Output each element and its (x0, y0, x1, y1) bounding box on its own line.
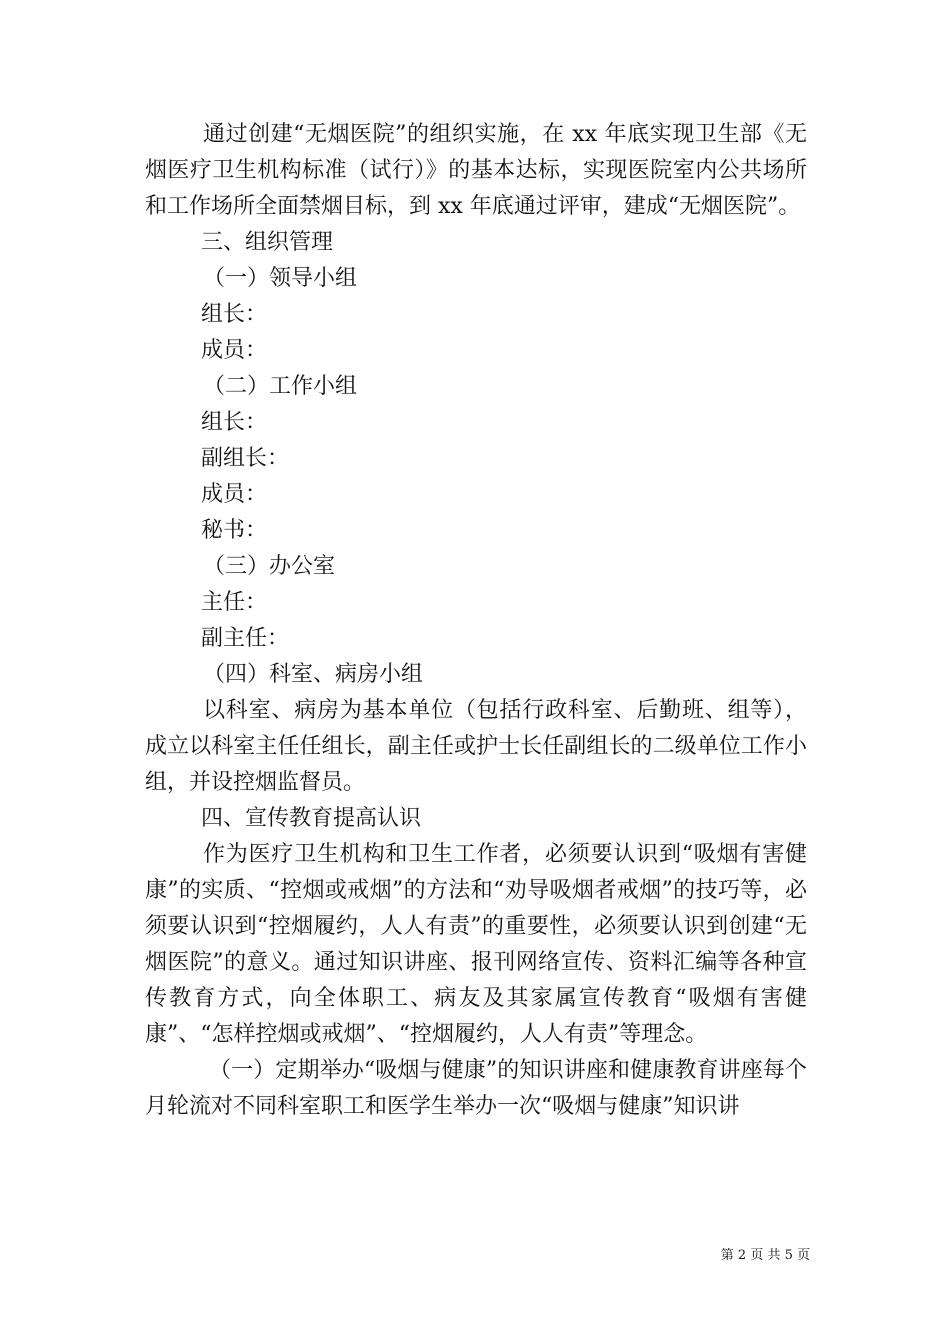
section-heading-education: 四、宣传教育提高认识 (201, 806, 422, 831)
paragraph-education: 作为医疗卫生机构和卫生工作者，必须要认识到“吸烟有害健康”的实质、“控烟或戒烟”的方法和“劝导吸烟者戒烟”的技巧等，必须要认识到“控烟履约，人人有责”的重要性，必须要认识到创建“无烟医院”的意义。通过知识讲座、报刊网络宣传、资料汇编等各种宣传教育方式，向全体职工、病友及其家属宣传教育“吸烟有害健康”、“怎样控烟或戒烟”、“控烟履约，人人有责”等理念。 (145, 842, 807, 1047)
document-body (145, 117, 807, 1125)
paragraph-goal: 通过创建“无烟医院”的组织实施，在 xx 年底实现卫生部《无烟医疗卫生机构标准（试行）》的基本达标，实现医院室内公共场所和工作场所全面禁烟目标，到 xx 年底通过评审，建成“无烟医院”。 (145, 122, 807, 219)
field-working-secretary: 秘书： (201, 518, 268, 543)
field-working-leader: 组长： (201, 410, 268, 435)
field-working-deputy: 副组长： (201, 446, 290, 471)
field-leadership-leader: 组长： (201, 302, 268, 327)
page-number: 第 2 页 共 5 页 (720, 1248, 810, 1263)
field-office-director: 主任： (201, 590, 268, 615)
field-working-members: 成员： (201, 482, 268, 507)
section-heading-organization: 三、组织管理 (201, 230, 334, 255)
subheading-department-group: （四）科室、病房小组 (203, 662, 424, 687)
paragraph-lecture: （一）定期举办“吸烟与健康”的知识讲座和健康教育讲座每个月轮流对不同科室职工和医学生举办一次“吸烟与健康”知识讲 (145, 1058, 807, 1119)
field-office-deputy: 副主任： (201, 626, 290, 651)
paragraph-department: 以科室、病房为基本单位（包括行政科室、后勤班、组等），成立以科室主任任组长，副主任或护士长任副组长的二级单位工作小组，并设控烟监督员。 (145, 698, 807, 795)
subheading-office: （三）办公室 (203, 554, 336, 579)
subheading-working-group: （二）工作小组 (203, 374, 358, 399)
subheading-leadership-group: （一）领导小组 (203, 266, 358, 291)
field-leadership-members: 成员： (201, 338, 268, 363)
